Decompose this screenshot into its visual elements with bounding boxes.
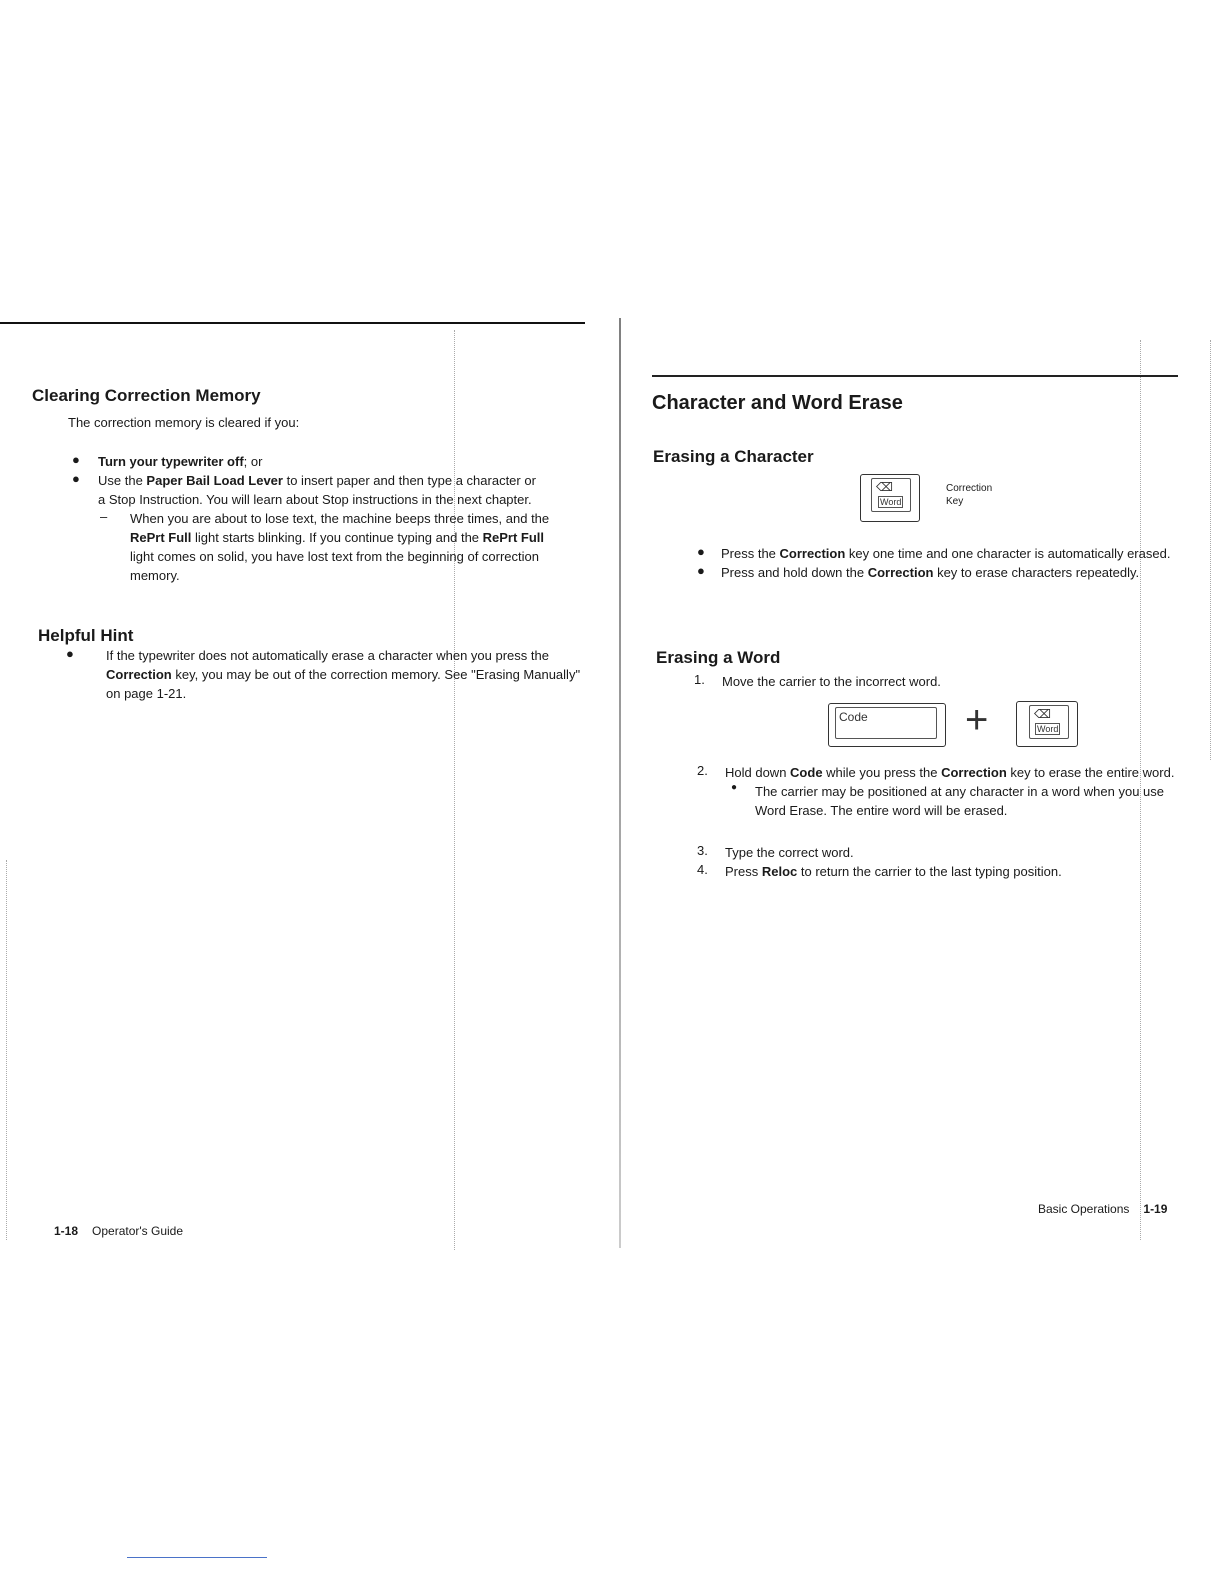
text: to insert paper and then type a character or a Stop Instruction. You will learn about Stop instructions in the next chapter.	[98, 473, 536, 507]
clearing-heading: Clearing Correction Memory	[32, 386, 261, 405]
page-number: 1-18	[54, 1224, 79, 1238]
key-cap	[835, 707, 937, 739]
section-title: Character and Word Erase	[652, 392, 903, 414]
bold-text: Code	[790, 765, 823, 780]
plus-icon: +	[965, 698, 989, 742]
bold-text: Correction	[867, 565, 934, 580]
text: ; or	[243, 454, 263, 469]
correction-key-caption	[946, 482, 992, 508]
step-1	[694, 672, 1202, 691]
step-number: 4.	[697, 862, 708, 877]
list-item	[697, 544, 1175, 563]
caption-line: Correction	[946, 483, 993, 494]
text: When you are about to lose text, the machine beeps three times, and the	[130, 511, 550, 526]
step-text: Type the correct word.	[725, 845, 854, 860]
clearing-intro: The correction memory is cleared if you:	[68, 415, 300, 430]
bold-text: Turn your typewriter off	[98, 454, 244, 469]
bottom-blue-line	[127, 1557, 267, 1558]
scan-speck-line	[6, 860, 8, 1240]
top-rule	[0, 322, 585, 324]
text: If the typewriter does not automatically erase a character when you press the	[106, 648, 549, 663]
footer-title: Basic Operations	[1038, 1202, 1130, 1216]
bullet-icon: ●	[72, 471, 80, 486]
list-item	[72, 471, 542, 509]
scan-speck-line	[1210, 340, 1212, 760]
char-list	[697, 544, 1175, 582]
text: key to erase characters repeatedly.	[933, 565, 1140, 580]
text: key one time and one character is automatically erased.	[845, 546, 1171, 561]
bullet-icon: ●	[72, 452, 80, 467]
key-cap	[871, 478, 911, 512]
sub-text: The carrier may be positioned at any character in a word when you use Word Erase. The entire word will be erased.	[755, 784, 1164, 818]
dash-marker: –	[100, 509, 108, 524]
text: Press	[725, 864, 762, 879]
step-number: 1.	[694, 672, 705, 687]
text: Hold down	[725, 765, 791, 780]
text: key, you may be out of the correction memory. See "Erasing Manually" on page 1-21.	[106, 667, 581, 701]
key-word-label: Word	[1037, 724, 1059, 734]
text: light starts blinking. If you continue typing and the	[191, 530, 483, 545]
hint-heading: Helpful Hint	[38, 626, 134, 645]
step-number: 2.	[697, 763, 708, 778]
list-item	[72, 452, 542, 471]
bullet-icon: ●	[697, 563, 705, 578]
page-number: 1-19	[1143, 1202, 1168, 1216]
footer-title: Operator's Guide	[92, 1224, 184, 1238]
text: Use the	[98, 473, 147, 488]
caption-line: Key	[946, 496, 964, 507]
bold-text: RePrt Full	[130, 530, 192, 545]
text: Press the	[721, 546, 780, 561]
bold-text: Reloc	[761, 864, 798, 879]
erasing-character-heading: Erasing a Character	[653, 447, 814, 466]
text: Press and hold down the	[721, 565, 868, 580]
sub-list-item	[725, 782, 1175, 820]
erasing-word-heading: Erasing a Word	[656, 648, 781, 667]
bold-text: Correction	[941, 765, 1007, 780]
sub-list-item	[72, 509, 560, 585]
backspace-icon: ⌫	[1034, 707, 1051, 721]
bullet-icon: ●	[731, 782, 738, 793]
step-number: 3.	[697, 843, 708, 858]
top-rule-dashes	[520, 322, 580, 324]
step-text: Move the carrier to the incorrect word.	[722, 674, 941, 689]
section-rule	[652, 375, 1178, 377]
page-gutter	[619, 318, 621, 1248]
bullet-icon: ●	[66, 646, 74, 661]
right-footer	[1038, 1202, 1167, 1216]
text: while you press the	[822, 765, 942, 780]
list-item	[697, 563, 1175, 582]
backspace-icon: ⌫	[876, 480, 893, 494]
step-4	[697, 862, 1205, 881]
hint-list-item	[66, 646, 586, 703]
clearing-list	[72, 452, 550, 585]
code-key-icon	[828, 703, 946, 747]
bold-text: Paper Bail Load Lever	[146, 473, 283, 488]
bold-text: Correction	[106, 667, 172, 682]
key-word-label: Word	[880, 497, 902, 507]
step-3	[697, 843, 1205, 862]
correction-key-icon	[1016, 701, 1078, 747]
code-key-label: Code	[839, 710, 868, 724]
step-2	[697, 763, 1205, 820]
correction-key-icon	[860, 474, 920, 522]
bold-text: RePrt Full	[482, 530, 545, 545]
left-footer	[54, 1224, 183, 1238]
key-cap	[1029, 705, 1069, 739]
text: key to erase the entire word.	[1006, 765, 1175, 780]
bullet-icon: ●	[697, 544, 705, 559]
text: to return the carrier to the last typing position.	[797, 864, 1062, 879]
bold-text: Correction	[779, 546, 846, 561]
text: light comes on solid, you have lost text from the beginning of correction memory.	[130, 549, 539, 583]
